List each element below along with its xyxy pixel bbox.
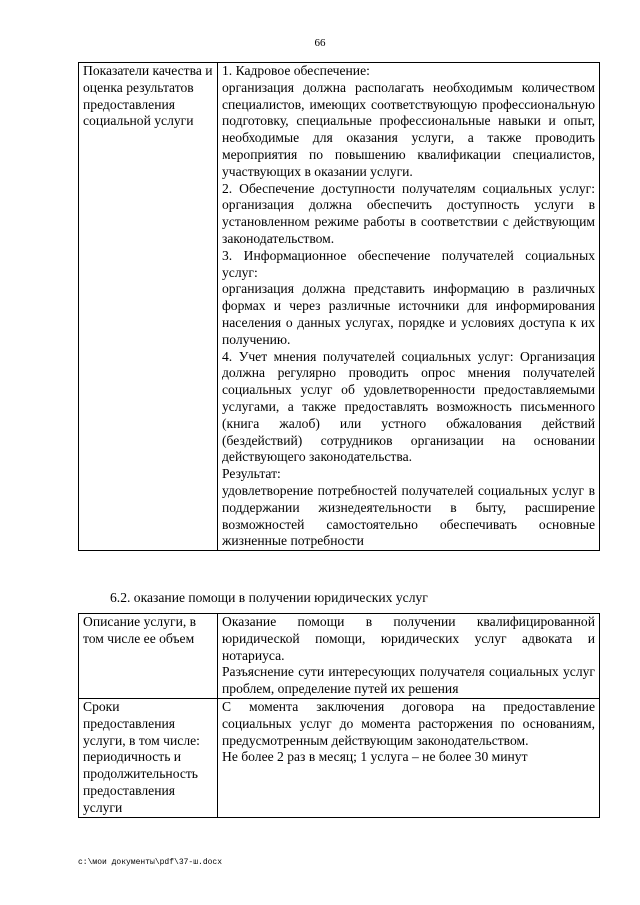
legal-services-table	[78, 613, 600, 818]
row-content	[218, 614, 600, 699]
file-path-footer: c:\мои документы\pdf\37-ш.docx	[78, 858, 223, 867]
page-number: 66	[314, 37, 326, 49]
content-paragraph: удовлетворение потребностей получателей социальных услуг в поддержании жизнедеятельности в быту, расширение возможностей самостоятельно обеспечивать основные жизненные потребности	[222, 482, 595, 549]
row-label: Описание услуги, в том числе ее объем	[79, 614, 218, 699]
row-content	[218, 698, 600, 817]
content-paragraph: 3. Информационное обеспечение получателей социальных услуг:	[222, 247, 595, 280]
content-paragraph: 4. Учет мнения получателей социальных услуг: Организация должна регулярно проводить опрос мнения получателей социальных услуг об удовлетворенности предоставляемыми услугами, а также предоставлять возможность письменного (книга жалоб) или устного обжалования действий (бездействий) сотрудников организации на основании действующего законодательства.	[222, 348, 595, 465]
content-paragraph: Результат:	[222, 466, 281, 482]
content-paragraph: С момента заключения договора на предоставление социальных услуг до момента расторжения по основаниям, предусмотренным действующим законодательством.	[222, 698, 595, 748]
table-row	[79, 698, 600, 817]
row-content	[218, 63, 600, 551]
quality-indicators-table	[78, 62, 600, 551]
table-row	[79, 63, 600, 551]
table-row	[79, 614, 600, 699]
content-paragraph: Не более 2 раз в месяц; 1 услуга – не более 30 минут	[222, 749, 528, 765]
content-paragraph: Оказание помощи в получении квалифицированной юридической помощи, юридических услуг адвоката и нотариуса.	[222, 614, 595, 663]
row-label: Сроки предоставления услуги, в том числе: периодичность и продолжительность предоставления услуги	[79, 698, 218, 817]
content-paragraph: Разъяснение сути интересующих получателя социальных услуг проблем, определение путей их решения	[222, 664, 595, 697]
content-paragraph: организация должна представить информацию в различных формах и через различные источники для информирования населения о данных услугах, порядке и условиях доступа к их получению.	[222, 281, 595, 347]
content-paragraph: 2. Обеспечение доступности получателям социальных услуг: организация должна обеспечить доступность услуги в установленном режиме работы в соответствии с действующим законодательством.	[222, 180, 595, 246]
content-paragraph: 1. Кадровое обеспечение:	[222, 63, 370, 78]
row-label: Показатели качества и оценка результатов предоставления социальной услуги	[79, 63, 218, 551]
section-heading: 6.2. оказание помощи в получении юридических услуг	[110, 590, 428, 605]
content-paragraph: организация должна располагать необходимым количеством специалистов, имеющих соответствующую профессиональную подготовку, специальные профессиональные навыки и опыт, необходимые для оказания услуги, а также проводить мероприятия по повышению квалификации специалистов, участвующих в оказании услуги.	[222, 79, 595, 179]
